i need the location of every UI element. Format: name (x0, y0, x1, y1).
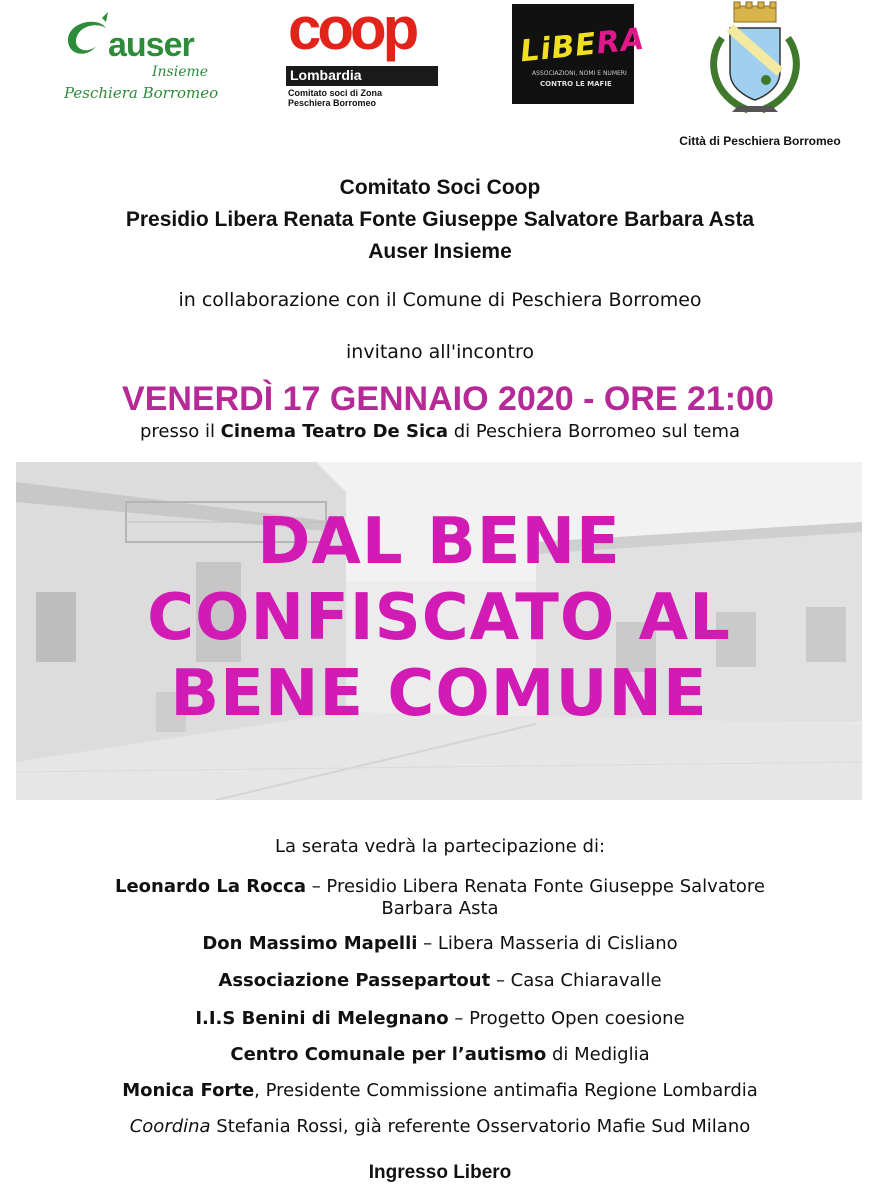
speaker-name: Monica Forte (122, 1080, 255, 1101)
speaker-item (40, 1044, 840, 1066)
organizer-line-3: Auser Insieme (368, 240, 512, 263)
libera-wordmark (519, 22, 647, 70)
headline-line-3: BENE COMUNE (170, 657, 708, 731)
speaker-role: – Libera Masseria di Cisliano (417, 933, 678, 954)
venue-before: presso il (139, 421, 221, 442)
city-crest (700, 0, 810, 120)
speaker-role: – Progetto Open coesione (448, 1008, 685, 1029)
organizer-line-1: Comitato Soci Coop (339, 176, 541, 199)
coop-logo (286, 0, 438, 108)
venue-line (0, 421, 880, 442)
coat-of-arms-icon (700, 0, 810, 120)
speaker-name: Leonardo La Rocca (114, 876, 306, 897)
event-date: VENERDÌ 17 GENNAIO 2020 - ORE 21:00 (122, 380, 774, 418)
coop-region-label: Lombardia (290, 67, 362, 83)
moderator-label: Coordina (129, 1116, 211, 1137)
coop-location: Peschiera Borromeo (288, 98, 377, 108)
coop-wordmark: coop (288, 0, 416, 62)
libera-wordmark-a: LiBE (518, 26, 599, 70)
libera-logo (512, 4, 647, 104)
auser-subtitle: Insieme (152, 64, 209, 80)
speaker-item (40, 933, 840, 955)
auser-wordmark: auser (108, 26, 194, 64)
logo-row (0, 0, 880, 160)
auser-location: Peschiera Borromeo (64, 84, 219, 102)
speaker-item (40, 876, 840, 920)
moderator-item (40, 1116, 840, 1138)
invite-text: invitano all'incontro (346, 341, 534, 363)
auser-logo (56, 4, 226, 104)
auser-swoosh-icon (62, 10, 112, 60)
speaker-name: Centro Comunale per l’autismo (230, 1044, 547, 1065)
headline-line-1: DAL BENE (257, 505, 621, 579)
venue-name: Cinema Teatro De Sica (220, 421, 448, 442)
libera-tagline: ASSOCIAZIONI, NOMI E NUMERI (532, 70, 627, 77)
speaker-role: di Mediglia (546, 1044, 650, 1065)
moderator-text: Stefania Rossi, già referente Osservatorio Mafie Sud Milano (210, 1116, 751, 1137)
headline (16, 504, 862, 732)
coop-committee: Comitato soci di Zona (288, 88, 383, 98)
venue-after: di Peschiera Borromeo sul tema (447, 421, 741, 442)
speaker-role-cont: Barbara Asta (381, 898, 499, 919)
speaker-item (40, 1008, 840, 1030)
libera-tagline-2: CONTRO LE MAFIE (540, 80, 612, 88)
speakers-intro: La serata vedrà la partecipazione di: (274, 836, 606, 857)
speaker-name: Associazione Passepartout (218, 970, 491, 991)
speaker-role: , Presidente Commissione antimafia Regione Lombardia (254, 1080, 758, 1101)
speaker-item (40, 1080, 840, 1102)
organizer-line-2: Presidio Libera Renata Fonte Giuseppe Salvatore Barbara Asta (125, 208, 755, 231)
city-caption: Città di Peschiera Borromeo (679, 134, 841, 148)
coop-region-bar (286, 66, 438, 86)
speaker-role: – Presidio Libera Renata Fonte Giuseppe Salvatore (305, 876, 766, 897)
speaker-role: – Casa Chiaravalle (490, 970, 662, 991)
libera-wordmark-b: RA (594, 21, 647, 62)
headline-line-2: CONFISCATO AL (147, 581, 731, 655)
event-banner (16, 462, 862, 800)
entry-notice: Ingresso Libero (368, 1162, 512, 1183)
collaboration-text: in collaborazione con il Comune di Peschiera Borromeo (178, 289, 702, 311)
speaker-name: I.I.S Benini di Melegnano (195, 1008, 449, 1029)
speaker-item (40, 970, 840, 992)
speaker-name: Don Massimo Mapelli (202, 933, 418, 954)
